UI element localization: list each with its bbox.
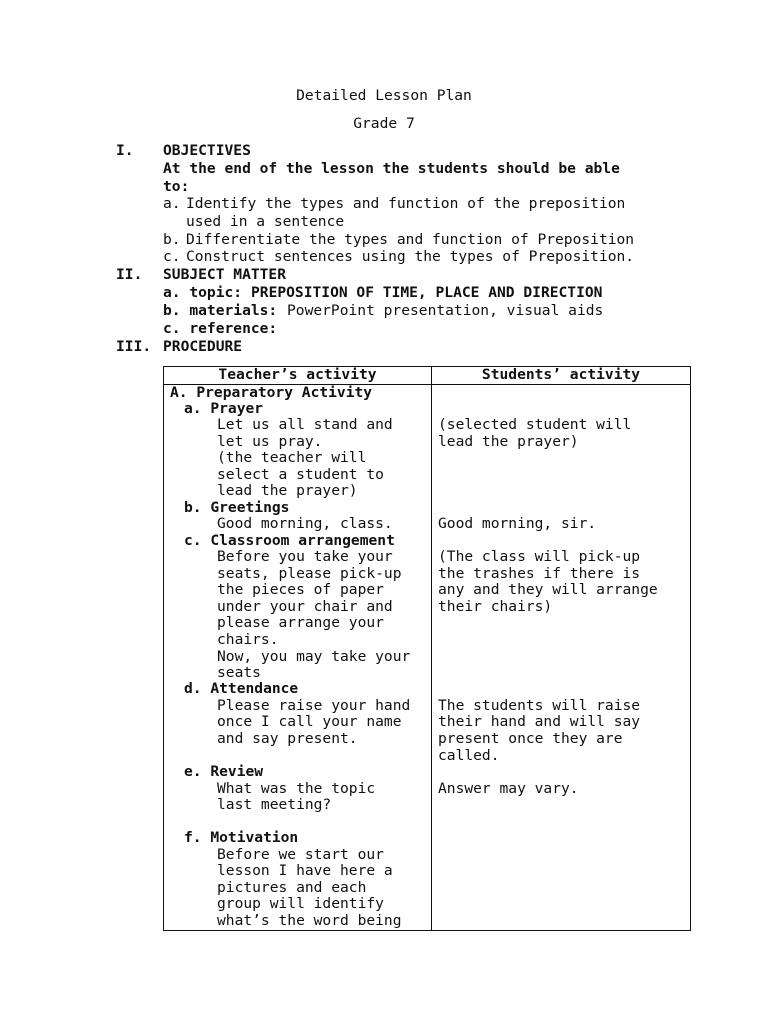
teacher-review-line: last meeting? xyxy=(217,796,332,813)
teacher-classroom-line: under your chair and xyxy=(217,598,393,615)
objectives-intro-line2: to: xyxy=(163,178,190,195)
student-attendance-line: their hand and will say xyxy=(438,713,641,730)
student-classroom-line: the trashes if there is xyxy=(438,565,641,582)
student-attendance-line: called. xyxy=(438,747,500,764)
review-label: e. Review xyxy=(184,763,264,780)
teacher-attendance-line: once I call your name xyxy=(217,713,402,730)
objective-marker-c: c. xyxy=(163,248,181,265)
teacher-attendance-line: and say present. xyxy=(217,730,358,747)
preparatory-activity-heading: A. Preparatory Activity xyxy=(170,384,373,401)
procedure-heading: PROCEDURE xyxy=(163,338,243,355)
teacher-motivation-line: pictures and each xyxy=(217,879,367,896)
teacher-classroom-line: Before you take your xyxy=(217,548,393,565)
attendance-label: d. Attendance xyxy=(184,680,299,697)
subject-matter-heading: SUBJECT MATTER xyxy=(163,266,287,283)
teacher-classroom-line: chairs. xyxy=(217,631,279,648)
student-classroom-line: (The class will pick-up xyxy=(438,548,641,565)
classroom-arrangement-label: c. Classroom arrangement xyxy=(184,532,395,549)
teacher-classroom-line: seats, please pick-up xyxy=(217,565,402,582)
greetings-label: b. Greetings xyxy=(184,499,290,516)
students-activity-header: Students’ activity xyxy=(432,367,691,385)
objective-marker-a: a. xyxy=(163,195,181,212)
objective-b-line1: Differentiate the types and function of Preposition xyxy=(186,231,635,248)
teacher-motivation-line: group will identify xyxy=(217,895,384,912)
teacher-activity-cell xyxy=(164,385,432,931)
prayer-label: a. Prayer xyxy=(184,400,264,417)
objectives-heading: OBJECTIVES xyxy=(163,142,251,159)
teacher-motivation-line: Before we start our xyxy=(217,846,384,863)
teacher-prayer-line: (the teacher will xyxy=(217,449,367,466)
student-classroom-line: any and they will arrange xyxy=(438,581,658,598)
motivation-label: f. Motivation xyxy=(184,829,299,846)
section-numeral-subject-matter: II. xyxy=(116,266,143,283)
objective-marker-b: b. xyxy=(163,231,181,248)
teacher-classroom-line: please arrange your xyxy=(217,614,384,631)
student-prayer-line: lead the prayer) xyxy=(438,433,579,450)
objective-c-line1: Construct sentences using the types of Preposition. xyxy=(186,248,635,265)
teacher-activity-header: Teacher’s activity xyxy=(164,367,432,385)
materials-label: b. materials: xyxy=(163,302,278,319)
section-numeral-objectives: I. xyxy=(116,142,134,159)
teacher-classroom-line: Now, you may take your xyxy=(217,648,411,665)
teacher-greetings-line: Good morning, class. xyxy=(217,515,393,532)
section-numeral-procedure: III. xyxy=(116,338,152,355)
teacher-attendance-line: Please raise your hand xyxy=(217,697,411,714)
teacher-prayer-line: lead the prayer) xyxy=(217,482,358,499)
student-review-line: Answer may vary. xyxy=(438,780,579,797)
topic-value: PREPOSITION OF TIME, PLACE AND DIRECTION xyxy=(251,284,603,301)
topic-label: a. topic: xyxy=(163,284,243,301)
student-prayer-line: (selected student will xyxy=(438,416,632,433)
teacher-prayer-line: let us pray. xyxy=(217,433,323,450)
teacher-prayer-line: Let us all stand and xyxy=(217,416,393,433)
objective-a-line1: Identify the types and function of the preposition xyxy=(186,195,626,212)
student-greetings-line: Good morning, sir. xyxy=(438,515,597,532)
teacher-classroom-line: seats xyxy=(217,664,261,681)
teacher-motivation-line: what’s the word being xyxy=(217,912,402,929)
objectives-intro-line1: At the end of the lesson the students should be able xyxy=(163,160,620,177)
materials-value: PowerPoint presentation, visual aids xyxy=(287,302,604,319)
teacher-classroom-line: the pieces of paper xyxy=(217,581,384,598)
teacher-motivation-line: lesson I have here a xyxy=(217,862,393,879)
student-attendance-line: The students will raise xyxy=(438,697,641,714)
reference-label: c. reference: xyxy=(163,320,278,337)
document-title: Detailed Lesson Plan xyxy=(296,87,472,104)
student-classroom-line: their chairs) xyxy=(438,598,553,615)
objective-a-line2: used in a sentence xyxy=(186,213,345,230)
grade-label: Grade 7 xyxy=(353,115,415,132)
teacher-prayer-line: select a student to xyxy=(217,466,384,483)
teacher-review-line: What was the topic xyxy=(217,780,376,797)
students-activity-cell xyxy=(432,385,691,931)
student-attendance-line: present once they are xyxy=(438,730,623,747)
procedure-table xyxy=(163,366,691,931)
